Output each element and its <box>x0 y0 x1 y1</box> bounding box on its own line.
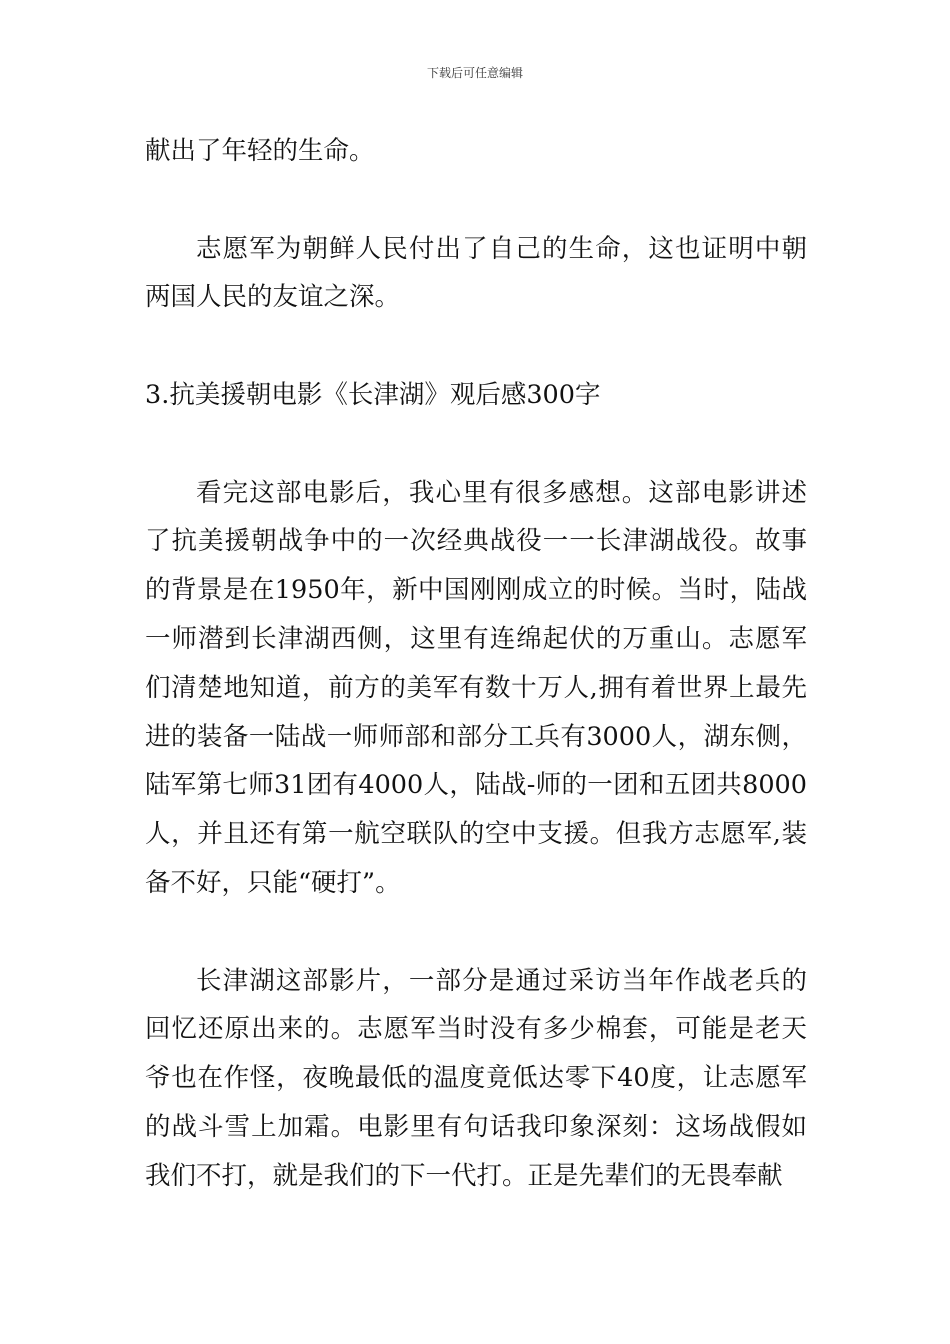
paragraph-gap <box>145 420 807 469</box>
paragraph-2: 志愿军为朝鲜人民付出了自己的生命，这也证明中朝两国人民的友谊之深。 <box>145 233 807 313</box>
paragraph-4: 长津湖这部影片，一部分是通过采访当年作战老兵的回忆还原出来的。志愿军当时没有多少棉套，可能是老天爷也在作怪，夜晚最低的温度竟低达零下40度，让志愿军的战斗雪上加霜。电影里有句话我印象深刻：这场战假如我们不打，就是我们的下一代打。正是先辈们的无畏奉献 <box>145 965 807 1191</box>
page-header: 下载后可任意编辑 <box>426 66 523 80</box>
document-body <box>145 127 807 1201</box>
section-heading: 3.抗美援朝电影《长津湖》观后感300字 <box>145 379 601 410</box>
paragraph-gap <box>145 322 807 371</box>
paragraph-1: 献出了年轻的生命。 <box>145 136 375 166</box>
paragraph-gap <box>145 908 807 957</box>
paragraph-3: 看完这部电影后，我心里有很多感想。这部电影讲述了抗美援朝战争中的一次经典战役一一长津湖战役。故事的背景是在1950年，新中国刚刚成立的时候。当时，陆战一师潜到长津湖西侧，这里有连绵起伏的万重山。志愿军们清楚地知道，前方的美军有数十万人,拥有着世界上最先进的装备一陆战一师师部和部分工兵有3000人，湖东侧，陆军第七师31团有4000人，陆战-师的一团和五团共8000人，并且还有第一航空联队的空中支援。但我方志愿军,装备不好，只能“硬打”。 <box>145 477 807 898</box>
paragraph-gap <box>145 176 807 225</box>
